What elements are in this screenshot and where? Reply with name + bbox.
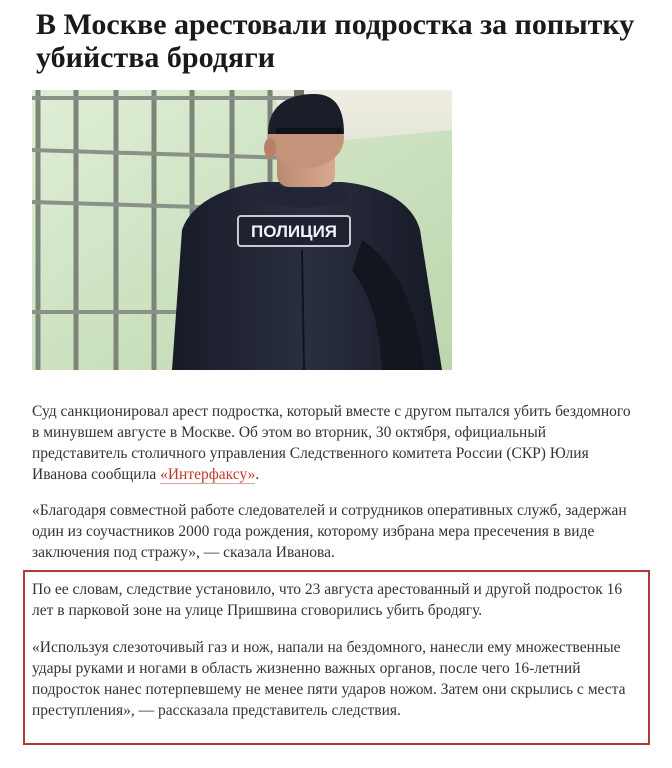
article-paragraph-2: «Благодаря совместной работе следователей и сотрудников оперативных служб, задержан один из соучастников 2000 года рождения, которому избрана мера пресечения в виде заключения под стражу», — сказала Иванова. bbox=[32, 502, 627, 561]
article-paragraph-3: По ее словам, следствие установило, что 23 августа арестованный и другой подросток 16 лет в парковой зоне на улице Пришвина сговорились убить бродягу. bbox=[32, 581, 623, 619]
paragraph-1-text: Суд санкционировал арест подростка, который вместе с другом пытался убить бездомного в минувшем августе в Москве. Об этом во вторник, 30 октября, официальный представитель столичного управления Следственного комитета России (СКР) Юлия Иванова сообщила bbox=[32, 403, 631, 483]
article-paragraph-4: «Используя слезоточивый газ и нож, напали на бездомного, нанесли ему множественные удары руками и ногами в область жизненно важных органов, после чего 16-летний подросток нанес потерпевшему не менее пяти ударов ножом. Затем они скрылись с места преступления», — рассказала представитель следствия. bbox=[32, 639, 626, 719]
officer-ear bbox=[264, 138, 276, 158]
paragraph-1-end: . bbox=[255, 466, 260, 483]
interfax-link[interactable]: «Интерфаксу» bbox=[160, 466, 256, 483]
police-badge-text: ПОЛИЦИЯ bbox=[250, 222, 338, 241]
article-photo bbox=[32, 90, 452, 370]
police-officer-illustration bbox=[32, 90, 452, 370]
article-title: В Москве арестовали подростка за попытку убийства бродяги bbox=[36, 8, 635, 74]
cap-band bbox=[276, 128, 342, 134]
article-paragraph-1 bbox=[32, 401, 632, 485]
